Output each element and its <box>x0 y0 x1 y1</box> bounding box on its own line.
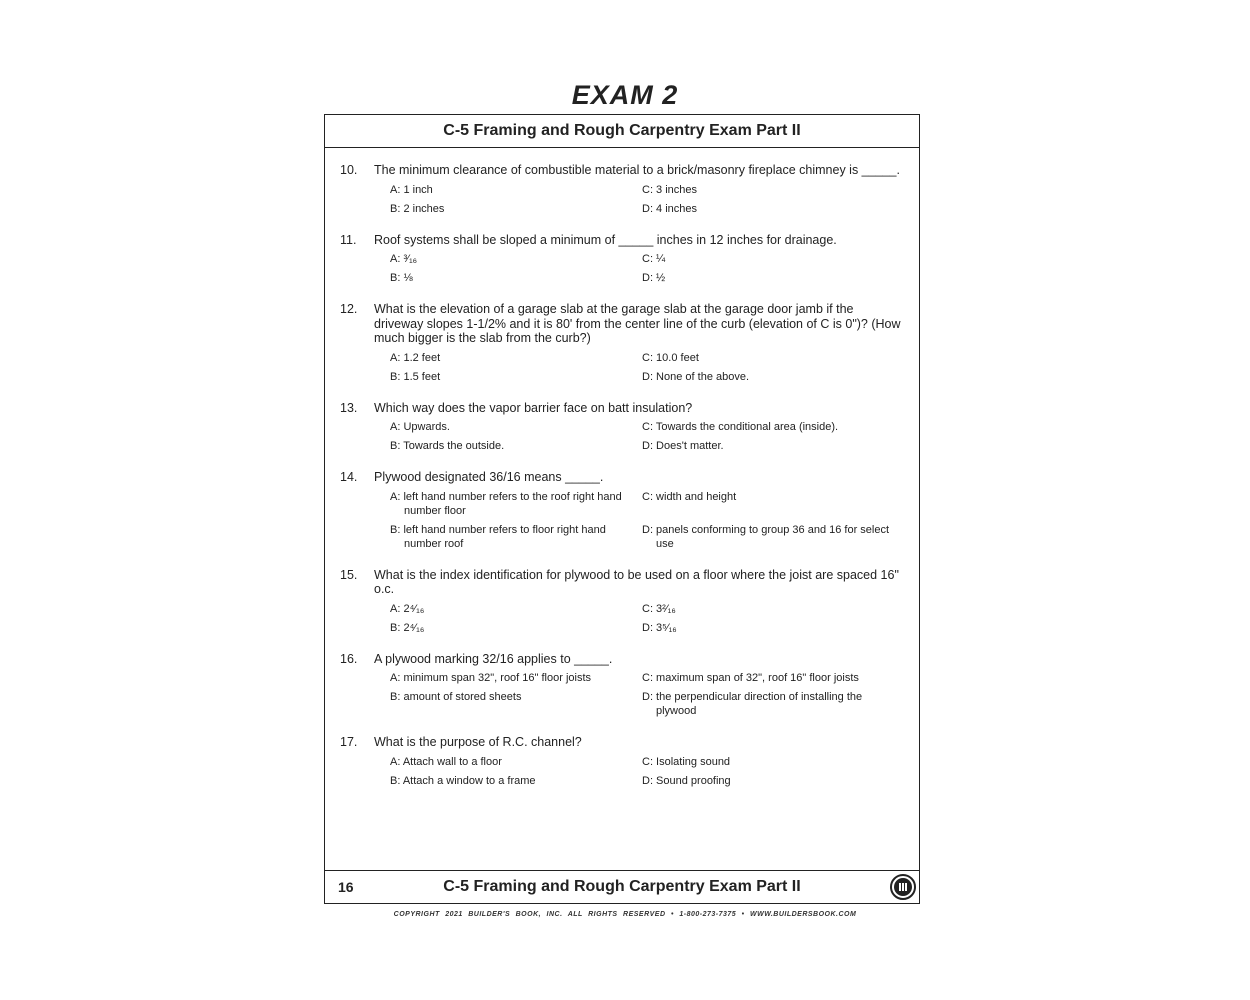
answer-option: D: None of the above. <box>642 370 750 383</box>
answer-option: C: 3²⁄₁₆ <box>642 602 676 615</box>
question-text: Which way does the vapor barrier face on batt insulation? <box>374 400 693 415</box>
question-number: 12. <box>340 302 358 316</box>
builders-book-seal-icon <box>890 874 916 900</box>
question-item <box>325 568 919 635</box>
question-number: 13. <box>340 400 358 415</box>
question-number: 17. <box>340 735 358 749</box>
question-item <box>325 652 919 719</box>
answer-option: B: 2⁴⁄₁₆ <box>390 621 425 634</box>
answer-option: D: Sound proofing <box>642 774 731 787</box>
question-text: Plywood designated 36/16 means _____. <box>374 470 604 484</box>
answer-options <box>390 755 905 788</box>
answer-options <box>390 183 905 216</box>
sheet-header-title: C-5 Framing and Rough Carpentry Exam Part II <box>325 115 919 148</box>
question-text: What is the elevation of a garage slab at the garage slab at the garage door jamb if the driveway slopes 1-1/2% and it is 80' from the center line of the curb (elevation of C is 0")? (How much bigger is the slab from the curb?) <box>374 302 901 345</box>
answer-option: B: Towards the outside. <box>390 440 505 452</box>
answer-option: C: Isolating sound <box>642 755 731 768</box>
answer-options <box>390 351 905 384</box>
question-text: The minimum clearance of combustible material to a brick/masonry fireplace chimney is _____. <box>374 163 900 177</box>
answer-option: D: 4 inches <box>642 202 698 215</box>
answer-option: B: ⅛ <box>390 272 413 284</box>
answer-option: B: amount of stored sheets <box>390 691 522 703</box>
answer-option: A: left hand number refers to the roof right hand number floor <box>390 490 622 517</box>
answer-option: D: panels conforming to group 36 and 16 for select use <box>642 523 890 550</box>
answer-option: C: 10.0 feet <box>642 351 699 364</box>
question-text: What is the index identification for plywood to be used on a floor where the joist are spaced 16" o.c. <box>374 567 899 596</box>
question-item <box>325 233 919 286</box>
answer-option: C: ¼ <box>642 253 666 265</box>
exam-sheet <box>324 114 920 904</box>
answer-options <box>390 602 905 635</box>
answer-options <box>390 252 905 285</box>
answer-option: C: Towards the conditional area (inside). <box>642 421 839 433</box>
footer-title: C-5 Framing and Rough Carpentry Exam Part II <box>443 878 801 895</box>
answer-option: D: the perpendicular direction of installing the plywood <box>642 691 863 717</box>
answer-option: A: 2⁴⁄₁₆ <box>390 602 425 615</box>
answer-option: C: 3 inches <box>642 183 698 196</box>
question-item <box>325 470 919 551</box>
sheet-footer <box>325 870 919 903</box>
question-item <box>325 163 919 216</box>
question-item <box>325 735 919 788</box>
question-number: 16. <box>340 651 358 666</box>
answer-option: A: minimum span 32", roof 16" floor joists <box>390 672 592 684</box>
question-item <box>325 302 919 384</box>
question-number: 15. <box>340 567 358 582</box>
answer-option: B: 1.5 feet <box>390 370 441 383</box>
question-number: 14. <box>340 470 358 484</box>
answer-options <box>390 490 905 551</box>
answer-option: D: ½ <box>642 272 666 284</box>
answer-options <box>390 671 905 718</box>
answer-option: D: 3⁵⁄₁₆ <box>642 621 677 634</box>
answer-option: A: 1 inch <box>390 183 433 196</box>
answer-option: C: maximum span of 32", roof 16" floor joists <box>642 672 859 684</box>
answer-option: A: Upwards. <box>390 421 450 433</box>
answer-option: A: ³⁄₁₆ <box>390 253 418 265</box>
answer-option: B: Attach a window to a frame <box>390 774 536 787</box>
page-number: 16 <box>338 879 354 895</box>
question-text: A plywood marking 32/16 applies to _____. <box>374 651 613 666</box>
question-text: Roof systems shall be sloped a minimum of _____ inches in 12 inches for drainage. <box>374 232 837 247</box>
question-number: 10. <box>340 163 358 177</box>
question-item <box>325 401 919 454</box>
answer-option: A: 1.2 feet <box>390 351 441 364</box>
question-text: What is the purpose of R.C. channel? <box>374 735 582 749</box>
answer-option: B: 2 inches <box>390 202 445 215</box>
answer-option: D: Does't matter. <box>642 440 724 452</box>
answer-option: C: width and height <box>642 490 737 503</box>
answer-options <box>390 420 905 453</box>
page-title: EXAM 2 <box>571 80 679 110</box>
answer-option: A: Attach wall to a floor <box>390 755 502 768</box>
question-list <box>325 163 919 805</box>
copyright-notice: COPYRIGHT 2021 BUILDER'S BOOK, INC. ALL RIGHTS RESERVED • 1-800-273-7375 • WWW.BUILDERSBOOK.COM <box>393 911 857 918</box>
answer-option: B: left hand number refers to floor right hand number roof <box>390 523 606 550</box>
question-number: 11. <box>340 232 357 247</box>
